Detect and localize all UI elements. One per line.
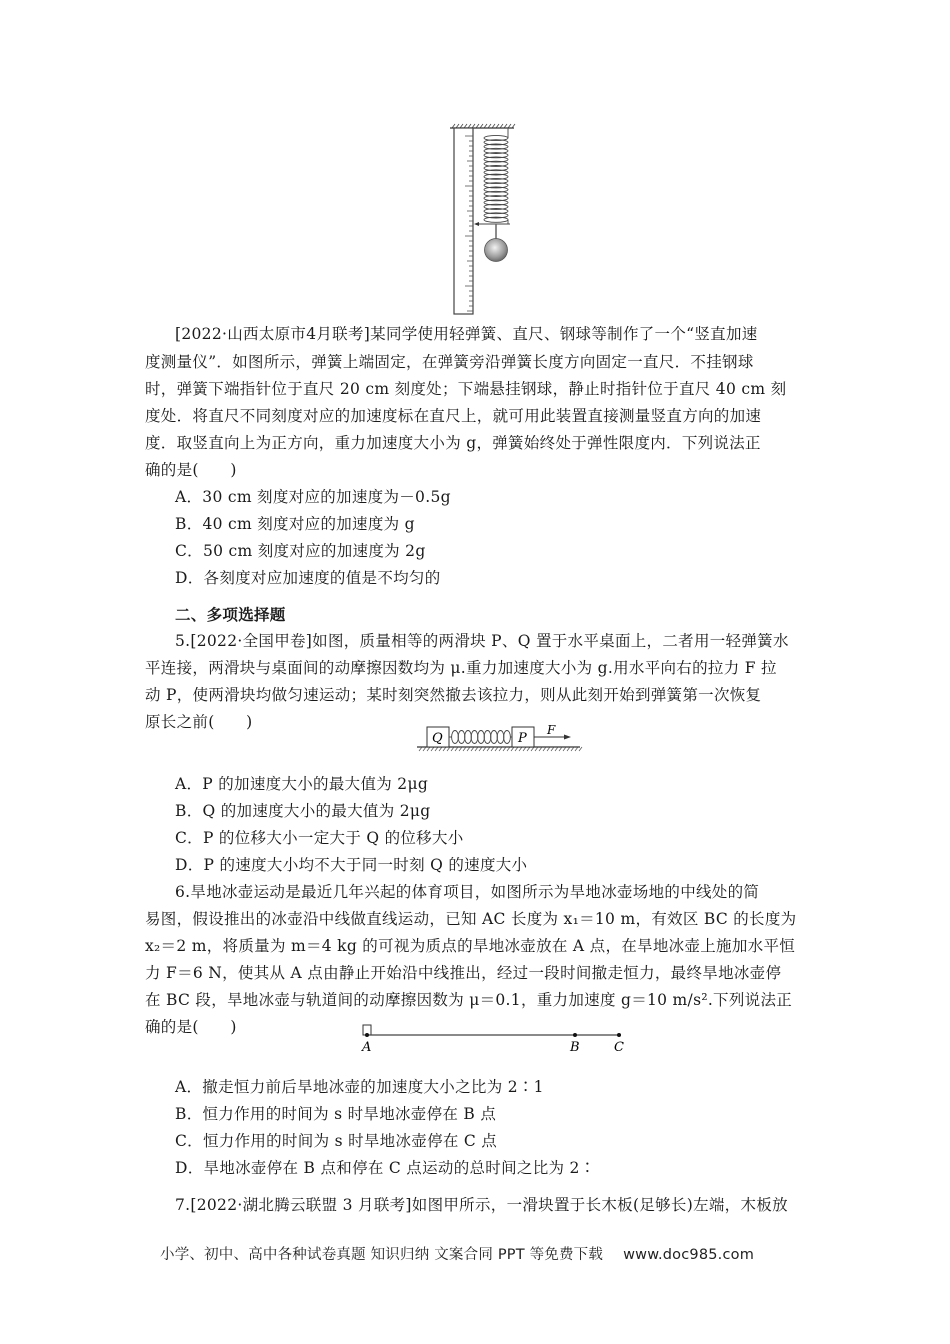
footer-text: 小学、初中、高中各种试卷真题 知识归纳 文案合同 PPT 等免费下载 [160,1247,604,1263]
q4-source: [2022·山西太原市4月联考] [175,325,371,343]
footer [160,1243,754,1264]
footer-url[interactable]: www.doc985.com [623,1247,755,1263]
q5-option-b[interactable]: B．Q 的加速度大小的最大值为 2μg [175,802,431,820]
q4-line-2: 度测量仪”．如图所示，弹簧上端固定，在弹簧旁沿弹簧长度方向固定一直尺．不挂钢球 [145,353,754,371]
q4-option-c[interactable]: C．50 cm 刻度对应的加速度为 2g [175,542,426,560]
q6-line-4: 力 F＝6 N，使其从 A 点由静止开始沿中线推出，经过一段时间撤走恒力，最终旱地冰壶停 [145,964,782,982]
q7-line-1: 7.[2022·湖北腾云联盟 3 月联考]如图甲所示，一滑块置于长木板(足够长)左端，木板放 [175,1196,788,1214]
arrow-head-icon [564,735,571,740]
q5-line-4: 原长之前( ) [145,713,253,731]
q5-option-a[interactable]: A．P 的加速度大小的最大值为 2μg [175,775,429,793]
q6-option-d[interactable]: D．旱地冰壶停在 B 点和停在 C 点运动的总时间之比为 2∶ [175,1159,596,1177]
q4-option-d[interactable]: D．各刻度对应加速度的值是不均匀的 [175,569,441,587]
q6-option-a[interactable]: A．撤走恒力前后旱地冰壶的加速度大小之比为 2∶1 [175,1078,544,1096]
q4-option-a[interactable]: A．30 cm 刻度对应的加速度为－0.5g [175,488,451,506]
q5-option-c[interactable]: C．P 的位移大小一定大于 Q 的位移大小 [175,829,464,847]
q4-line-5: 度．取竖直向上为正方向，重力加速度大小为 g，弹簧始终处于弹性限度内．下列说法正 [145,434,761,452]
spring-coils [484,134,508,224]
block-q-label: Q [432,731,443,746]
q6-line-2: 易图，假设推出的冰壶沿中线做直线运动，已知 AC 长度为 x₁＝10 m，有效区 BC 的长度为 [145,910,797,928]
force-label: F [547,724,556,737]
q5-line-1: 5.[2022·全国甲卷]如图，质量相等的两滑块 P、Q 置于水平桌面上，二者用一轻弹簧水 [175,632,789,650]
curling-track-figure [355,1022,635,1058]
q6-line-6: 确的是( ) [145,1018,237,1036]
point-b-label: B [570,1040,580,1055]
q4-line-4: 度处．将直尺不同刻度对应的加速度标在直尺上，就可用此装置直接测量竖直方向的加速 [145,407,762,425]
point-c-label: C [614,1040,624,1055]
point-b-dot [573,1033,577,1037]
q5-line-2: 平连接，两滑块与桌面间的动摩擦因数均为 μ.重力加速度大小为 g.用水平向右的拉力 F 拉 [145,659,777,677]
q6-option-b[interactable]: B．恒力作用的时间为 s 时旱地冰壶停在 B 点 [175,1105,497,1123]
q4-line-1: [2022·山西太原市4月联考]某同学使用轻弹簧、直尺、钢球等制作了一个“竖直加速 [175,325,758,343]
blocks-spring-figure [415,724,585,754]
spring-ruler-figure [448,122,518,318]
point-a-dot [365,1033,369,1037]
steel-ball [485,239,508,262]
q6-option-c[interactable]: C．恒力作用的时间为 s 时旱地冰壶停在 C 点 [175,1132,498,1150]
q5-option-d[interactable]: D．P 的速度大小均不大于同一时刻 Q 的速度大小 [175,856,528,874]
q5-line-3: 动 P，使两滑块均做匀速运动；某时刻突然撤去该拉力，则从此刻开始到弹簧第一次恢复 [145,686,762,704]
q6-line-1: 6.旱地冰壶运动是最近几年兴起的体育项目，如图所示为旱地冰壶场地的中线处的简 [175,883,760,901]
q4-line-6: 确的是( ) [145,461,237,479]
horizontal-spring [449,731,512,744]
q4-option-b[interactable]: B．40 cm 刻度对应的加速度为 g [175,515,415,533]
q6-line-3: x₂＝2 m，将质量为 m＝4 kg 的可视为质点的旱地冰壶放在 A 点，在旱地冰壶上施加水平恒 [145,937,796,955]
point-c-dot [617,1033,621,1037]
section-title: 二、多项选择题 [175,605,286,624]
q4-line-3: 时，弹簧下端指针位于直尺 20 cm 刻度处；下端悬挂钢球，静止时指针位于直尺 40 cm 刻 [145,380,787,398]
q6-line-5: 在 BC 段，旱地冰壶与轨道间的动摩擦因数为 μ＝0.1，重力加速度 g＝10 m/s².下列说法正 [145,991,793,1009]
point-a-label: A [362,1040,372,1055]
block-p-label: P [518,731,527,746]
